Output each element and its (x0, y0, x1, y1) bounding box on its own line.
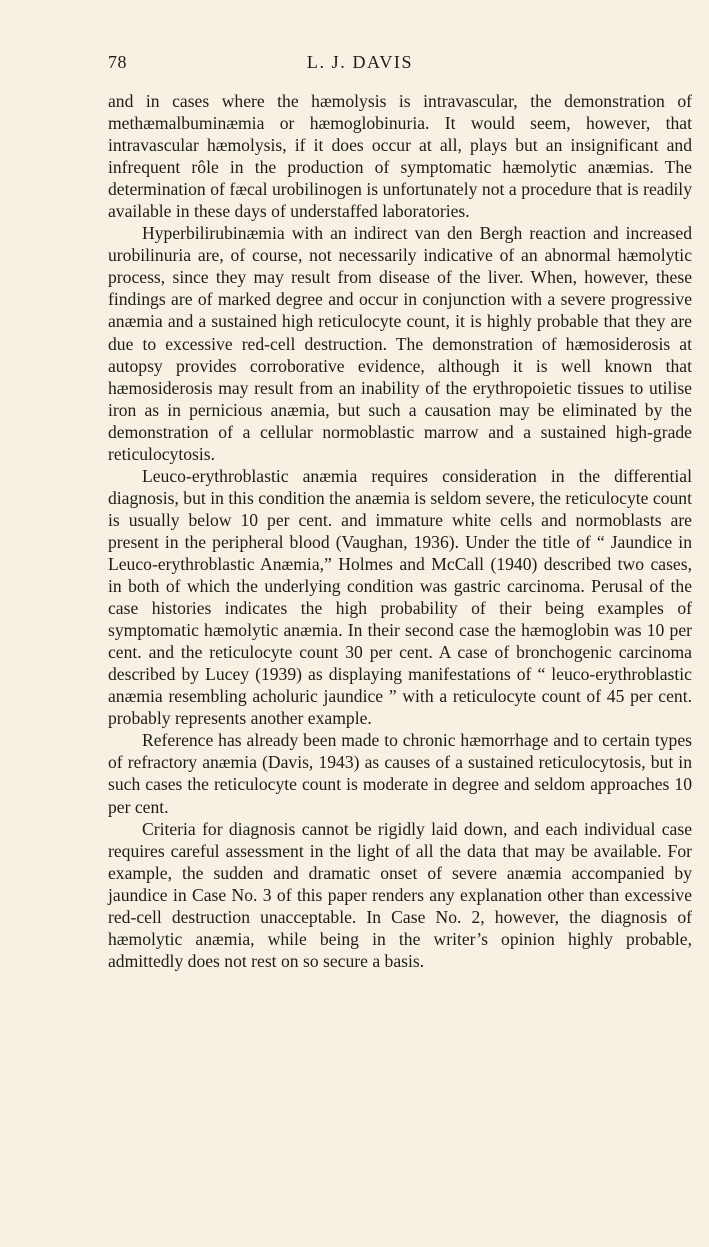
running-title: L. J. DAVIS (306, 52, 414, 72)
paragraph-hyperbilirubinaemia: Hyperbilirubinæmia with an indirect van den Bergh reaction and increased urobilinuria are, of course, not necessarily indicative of an abnormal hæmolytic process, since they may result from disease of the liver. When, however, these findings are of marked degree and occur in conjunction with a severe progressive anæmia and a sustained high reticulocyte count, it is highly probable that they are due to excessive red-cell destruction. The demonstration of hæmosiderosis at autopsy provides corroborative evidence, although it is well known that hæmosiderosis may result from an inability of the erythropoietic tissues to utilise iron as in pernicious anæmia, but such a causation may be eliminated by the demonstration of a cellular normoblastic marrow and a sustained high-grade reticulocytosis. (108, 223, 692, 464)
paragraph-criteria: Criteria for diagnosis cannot be rigidly laid down, and each individual case requires careful assessment in the light of all the data that may be available. For example, the sudden and dramatic onset of severe anæmia accompanied by jaundice in Case No. 3 of this paper renders any explanation other than excessive red-cell destruction unacceptable. In Case No. 2, however, the diagnosis of hæmolytic anæmia, while being in the writer’s opinion highly probable, admittedly does not rest on so secure a basis. (108, 818, 692, 971)
paragraph-leuco-erythroblastic: Leuco-erythroblastic anæmia requires consideration in the differential diagnosis, but in this condition the anæmia is seldom severe, the reticulocyte count is usually below 10 per cent. and immature white cells and normoblasts are present in the peripheral blood (Vaughan, 1936). Under the title of “ Jaundice in Leuco-erythroblastic Anæmia,” Holmes and McCall (1940) described two cases, in both of which the underlying condition was gastric carcinoma. Perusal of the case histories indicates the high probability of their being examples of symptomatic hæmolytic anæmia. In their second case the hæmoglobin was 10 per cent. and the reticulocyte count 30 per cent. A case of bronchogenic carcinoma described by Lucey (1939) as displaying manifestations of “ leuco-erythroblastic anæmia resembling acholuric jaundice ” with a reticulocyte count of 45 per cent. probably represents another example. (108, 465, 692, 729)
page-number: 78 (108, 52, 127, 72)
body-text (108, 90, 692, 972)
paragraph-haemorrhage: Reference has already been made to chronic hæmorrhage and to certain types of refractory anæmia (Davis, 1943) as causes of a sustained reticulocytosis, but in such cases the reticulocyte count is moderate in degree and seldom approaches 10 per cent. (108, 730, 692, 817)
running-head (108, 52, 592, 78)
paragraph-continuation: and in cases where the hæmolysis is intravascular, the demonstration of methæmalbuminæmia or hæmoglobinuria. It would seem, however, that intravascular hæmolysis, if it does occur at all, plays but an insignificant and infrequent rôle in the production of symptomatic hæmolytic anæmias. The determination of fæcal urobilinogen is unfortunately not a procedure that is readily available in these days of understaffed laboratories. (108, 91, 692, 222)
